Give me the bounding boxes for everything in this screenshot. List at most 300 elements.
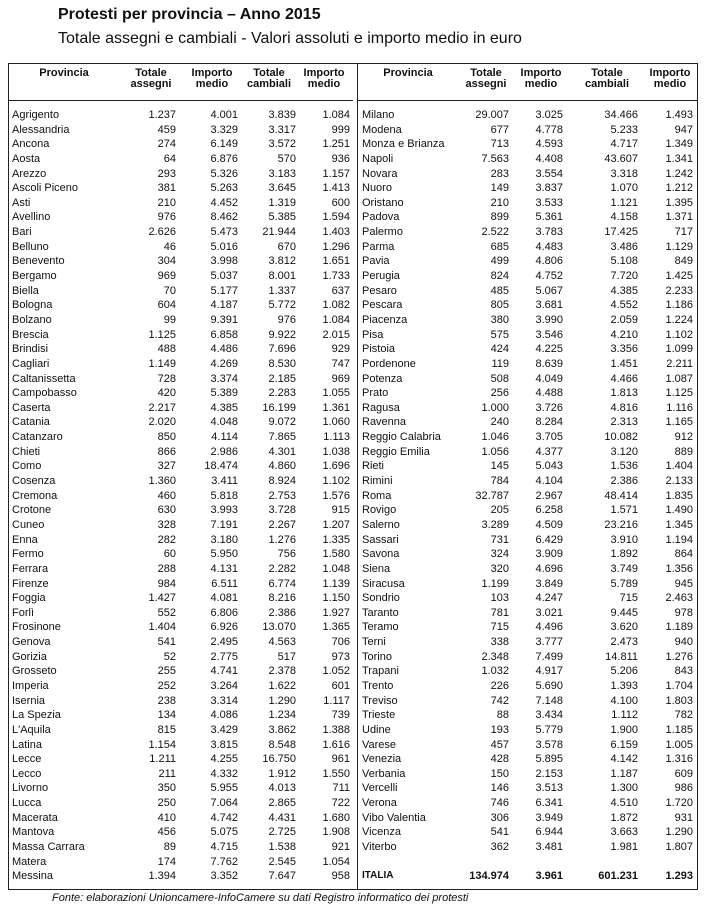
- cell-importo-medio-cambiali: 1.087: [665, 372, 693, 385]
- header-totale-assegni: Totale assegni: [465, 67, 507, 90]
- table-row: [8, 796, 353, 811]
- cell-importo-medio-assegni: 3.990: [535, 313, 563, 326]
- cell-importo-medio-assegni: 9.391: [210, 313, 238, 326]
- cell-provincia: Padova: [362, 211, 400, 224]
- table-left: [8, 63, 353, 890]
- cell-totale-cambiali: 10.082: [604, 431, 638, 444]
- cell-importo-medio-assegni: 4.509: [535, 518, 563, 531]
- cell-importo-medio-assegni: 3.705: [535, 431, 563, 444]
- cell-importo-medio-cambiali: 1.212: [665, 182, 693, 195]
- cell-importo-medio-assegni: 5.950: [210, 548, 238, 561]
- cell-provincia: Agrigento: [12, 109, 60, 121]
- cell-importo-medio-cambiali: 961: [331, 753, 350, 766]
- cell-importo-medio-assegni: 3.578: [535, 738, 563, 751]
- cell-totale-assegni: 362: [490, 841, 509, 854]
- table-row: [358, 489, 698, 504]
- cell-totale-cambiali: 570: [277, 152, 296, 165]
- cell-importo-medio-assegni: 4.255: [210, 753, 238, 766]
- cell-provincia: Pordenone: [362, 357, 416, 370]
- table-row: [358, 679, 698, 694]
- table-row: [8, 503, 353, 518]
- cell-importo-medio-cambiali: 1.345: [665, 518, 693, 531]
- cell-importo-medio-assegni: 4.806: [535, 255, 563, 268]
- cell-totale-assegni: 350: [157, 782, 176, 795]
- cell-importo-medio-cambiali: 1.425: [665, 270, 693, 283]
- cell-importo-medio-assegni: 4.742: [210, 811, 238, 824]
- cell-totale-assegni: 119: [491, 357, 509, 370]
- cell-totale-assegni: 252: [157, 679, 176, 692]
- cell-totale-cambiali: 17.425: [604, 226, 638, 239]
- cell-importo-medio-assegni: 8.284: [535, 416, 563, 429]
- cell-provincia: Ancona: [12, 138, 50, 151]
- cell-importo-medio-assegni: 3.546: [535, 328, 563, 341]
- cell-provincia: Venezia: [362, 753, 402, 766]
- table-row: [358, 723, 698, 738]
- cell-totale-assegni: 1.056: [481, 445, 509, 458]
- cell-importo-medio-cambiali: 1.356: [665, 562, 693, 575]
- cell-importo-medio-assegni: 2.967: [535, 489, 563, 502]
- cell-importo-medio-assegni: 3.374: [210, 372, 238, 385]
- cell-provincia: Perugia: [362, 270, 400, 283]
- table-row: [358, 650, 698, 665]
- cell-totale-assegni: 984: [157, 577, 176, 590]
- cell-provincia: Cosenza: [12, 475, 56, 488]
- cell-importo-medio-cambiali: 1.651: [322, 255, 350, 268]
- cell-totale-assegni: 149: [490, 182, 509, 195]
- cell-importo-medio-cambiali: 1.807: [665, 841, 693, 854]
- cell-importo-medio-assegni: 3.961: [535, 870, 563, 883]
- cell-totale-cambiali: 1.112: [611, 709, 638, 722]
- table-row: [8, 167, 353, 182]
- cell-importo-medio-assegni: 5.818: [210, 489, 238, 502]
- cell-provincia: Siracusa: [362, 577, 405, 590]
- cell-provincia: Savona: [362, 548, 400, 561]
- cell-totale-cambiali: 1.319: [268, 196, 296, 209]
- cell-provincia: Isernia: [12, 694, 46, 707]
- cell-importo-medio-assegni: 3.998: [210, 255, 238, 268]
- cell-provincia: Bolzano: [12, 313, 52, 326]
- header-totale-cambiali: Totale cambiali: [246, 67, 292, 90]
- cell-totale-assegni: 2.522: [481, 226, 509, 239]
- cell-totale-cambiali: 4.158: [610, 211, 638, 224]
- cell-totale-cambiali: 4.717: [610, 138, 638, 151]
- cell-provincia: Foggia: [12, 592, 46, 605]
- cell-totale-assegni: 32.787: [475, 489, 509, 502]
- cell-importo-medio-assegni: 6.149: [210, 138, 238, 151]
- cell-importo-medio-cambiali: 999: [331, 123, 350, 136]
- cell-provincia: Aosta: [12, 152, 41, 165]
- cell-importo-medio-cambiali: 1.165: [665, 416, 693, 429]
- cell-totale-cambiali: 1.872: [610, 811, 638, 824]
- cell-totale-assegni: 240: [490, 416, 509, 429]
- cell-totale-cambiali: 1.912: [268, 767, 296, 780]
- table-row: [8, 430, 353, 445]
- table-row: [8, 225, 353, 240]
- cell-provincia: Cagliari: [12, 357, 50, 370]
- cell-totale-cambiali: 3.862: [268, 723, 296, 736]
- cell-totale-assegni: 288: [157, 562, 176, 575]
- cell-totale-assegni: 784: [490, 475, 509, 488]
- cell-totale-assegni: 320: [490, 562, 509, 575]
- cell-provincia: Teramo: [362, 621, 399, 634]
- cell-importo-medio-assegni: 4.247: [535, 592, 563, 605]
- cell-totale-assegni: 428: [490, 753, 509, 766]
- cell-importo-medio-cambiali: 969: [331, 372, 350, 385]
- cell-totale-assegni: 274: [157, 138, 176, 151]
- cell-importo-medio-assegni: 6.876: [210, 152, 238, 165]
- cell-totale-cambiali: 4.142: [610, 753, 638, 766]
- cell-provincia: Udine: [362, 723, 391, 736]
- table-row: [358, 503, 698, 518]
- table-header-right: [358, 63, 698, 101]
- cell-totale-assegni: 541: [157, 636, 176, 649]
- cell-provincia: Bari: [12, 226, 32, 239]
- cell-importo-medio-cambiali: 1.084: [322, 313, 350, 326]
- table-row: [358, 137, 698, 152]
- cell-totale-assegni: 255: [157, 665, 176, 678]
- cell-importo-medio-assegni: 4.114: [211, 431, 238, 444]
- cell-provincia: Alessandria: [12, 123, 70, 136]
- cell-totale-cambiali: 4.510: [610, 797, 638, 810]
- cell-totale-assegni: 746: [490, 797, 509, 810]
- cell-provincia: Lucca: [12, 797, 42, 810]
- cell-provincia: Benevento: [12, 255, 65, 268]
- cell-totale-cambiali: 43.607: [604, 152, 638, 165]
- cell-provincia: Verbania: [362, 767, 406, 780]
- cell-totale-assegni: 381: [157, 182, 176, 195]
- cell-importo-medio-assegni: 6.806: [210, 606, 238, 619]
- cell-totale-assegni: 824: [490, 270, 509, 283]
- cell-totale-cambiali: 2.059: [610, 313, 638, 326]
- cell-totale-assegni: 456: [157, 826, 176, 839]
- cell-totale-assegni: 731: [490, 533, 509, 546]
- cell-provincia: Vicenza: [362, 826, 401, 839]
- cell-totale-cambiali: 3.318: [610, 167, 638, 180]
- cell-totale-assegni: 575: [490, 328, 509, 341]
- cell-importo-medio-cambiali: 1.296: [322, 240, 350, 253]
- cell-importo-medio-cambiali: 1.696: [322, 460, 350, 473]
- cell-importo-medio-assegni: 3.909: [535, 548, 563, 561]
- cell-provincia: Monza e Brianza: [362, 138, 445, 151]
- cell-importo-medio-cambiali: 1.550: [322, 767, 350, 780]
- cell-provincia: Reggio Calabria: [362, 431, 441, 444]
- cell-totale-assegni: 150: [490, 767, 509, 780]
- cell-totale-assegni: 250: [157, 797, 176, 810]
- cell-provincia: Ascoli Piceno: [12, 182, 79, 195]
- cell-totale-assegni: 742: [490, 694, 509, 707]
- cell-totale-cambiali: 3.317: [268, 123, 296, 136]
- cell-provincia: Lecce: [12, 753, 42, 766]
- cell-totale-assegni: 815: [157, 723, 176, 736]
- cell-importo-medio-assegni: 3.533: [535, 196, 563, 209]
- table-row: [8, 518, 353, 533]
- cell-provincia: Asti: [12, 196, 31, 209]
- cell-totale-assegni: 205: [490, 504, 509, 517]
- cell-importo-medio-assegni: 5.075: [210, 826, 238, 839]
- table-row: [358, 474, 698, 489]
- table-row: [8, 577, 353, 592]
- table-row: [8, 284, 353, 299]
- cell-totale-assegni: 1.394: [148, 870, 176, 883]
- cell-totale-assegni: 2.626: [148, 226, 176, 239]
- cell-totale-cambiali: 4.431: [268, 811, 296, 824]
- cell-provincia: Nuoro: [362, 182, 392, 195]
- cell-importo-medio-assegni: 5.263: [210, 182, 238, 195]
- cell-totale-assegni: 134: [157, 709, 176, 722]
- cell-totale-assegni: 1.149: [148, 357, 176, 370]
- cell-provincia: Potenza: [362, 372, 403, 385]
- cell-totale-cambiali: 8.924: [268, 475, 296, 488]
- table-row: [8, 679, 353, 694]
- cell-provincia: Belluno: [12, 240, 49, 253]
- cell-totale-cambiali: 3.486: [610, 240, 638, 253]
- cell-totale-cambiali: 670: [277, 240, 296, 253]
- cell-totale-cambiali: 1.276: [268, 533, 296, 546]
- table-row: [8, 254, 353, 269]
- cell-provincia: Taranto: [362, 606, 399, 619]
- cell-importo-medio-assegni: 5.037: [210, 270, 238, 283]
- cell-totale-cambiali: 2.473: [610, 636, 638, 649]
- cell-totale-assegni: 677: [490, 123, 509, 136]
- cell-importo-medio-assegni: 3.681: [535, 299, 563, 312]
- cell-provincia: Livorno: [12, 782, 49, 795]
- table-row: [8, 342, 353, 357]
- cell-importo-medio-cambiali: 1.594: [322, 211, 350, 224]
- cell-importo-medio-cambiali: 739: [331, 709, 350, 722]
- cell-totale-assegni: 1.211: [149, 753, 176, 766]
- cell-totale-cambiali: 1.290: [268, 694, 296, 707]
- cell-importo-medio-assegni: 4.269: [210, 357, 238, 370]
- cell-provincia: Cuneo: [12, 518, 45, 531]
- cell-provincia: Bologna: [12, 299, 53, 312]
- cell-importo-medio-assegni: 3.777: [535, 636, 563, 649]
- cell-totale-cambiali: 1.121: [610, 196, 638, 209]
- cell-importo-medio-cambiali: 849: [674, 255, 693, 268]
- cell-provincia: Ragusa: [362, 401, 400, 414]
- header-importo-medio-assegni: Importo medio: [520, 67, 562, 90]
- cell-totale-cambiali: 3.749: [610, 562, 638, 575]
- cell-importo-medio-cambiali: 1.150: [322, 592, 350, 605]
- cell-totale-assegni: 1.199: [481, 577, 509, 590]
- table-row: [8, 533, 353, 548]
- table-row: [358, 445, 698, 460]
- cell-importo-medio-assegni: 8.639: [535, 357, 563, 370]
- table-row: [358, 738, 698, 753]
- cell-totale-assegni: 488: [157, 343, 176, 356]
- cell-provincia: Latina: [12, 738, 42, 751]
- cell-importo-medio-assegni: 7.762: [210, 855, 238, 868]
- cell-importo-medio-assegni: 4.696: [535, 562, 563, 575]
- table-row: [8, 401, 353, 416]
- cell-importo-medio-cambiali: 864: [674, 548, 693, 561]
- cell-provincia: Rimini: [362, 475, 393, 488]
- cell-totale-cambiali: 601.231: [598, 870, 638, 883]
- cell-importo-medio-assegni: 4.001: [210, 109, 238, 121]
- table-row: [358, 796, 698, 811]
- cell-totale-assegni: 1.000: [481, 401, 509, 414]
- cell-importo-medio-assegni: 3.411: [211, 475, 238, 488]
- cell-totale-cambiali: 14.811: [605, 650, 638, 663]
- cell-totale-assegni: 541: [490, 826, 509, 839]
- cell-totale-assegni: 1.237: [148, 109, 176, 121]
- cell-importo-medio-assegni: 5.473: [210, 226, 238, 239]
- cell-importo-medio-cambiali: 1.084: [322, 109, 350, 121]
- cell-provincia: Oristano: [362, 196, 404, 209]
- table-row: [8, 357, 353, 372]
- cell-provincia: Gorizia: [12, 650, 47, 663]
- cell-importo-medio-assegni: 5.016: [210, 240, 238, 253]
- cell-importo-medio-cambiali: 2.211: [666, 357, 693, 370]
- table-row: [8, 664, 353, 679]
- cell-totale-assegni: 283: [490, 167, 509, 180]
- cell-provincia: Napoli: [362, 152, 394, 165]
- cell-provincia: Verona: [362, 797, 397, 810]
- cell-totale-assegni: 256: [490, 387, 509, 400]
- cell-totale-assegni: 459: [157, 123, 176, 136]
- cell-totale-cambiali: 1.571: [610, 504, 638, 517]
- cell-provincia: Vercelli: [362, 782, 398, 795]
- table-row: [358, 167, 698, 182]
- cell-totale-assegni: 1.154: [148, 738, 176, 751]
- table-row: [358, 694, 698, 709]
- table-row: [8, 811, 353, 826]
- cell-importo-medio-cambiali: 978: [674, 606, 693, 619]
- cell-importo-medio-assegni: 6.858: [210, 328, 238, 341]
- cell-importo-medio-cambiali: 1.189: [665, 621, 693, 634]
- table-row: [358, 254, 698, 269]
- cell-provincia: Trieste: [362, 709, 396, 722]
- cell-importo-medio-cambiali: 1.576: [322, 489, 350, 502]
- cell-totale-assegni: 60: [163, 548, 176, 561]
- cell-provincia: Rieti: [362, 460, 385, 473]
- cell-importo-medio-cambiali: 1.054: [322, 855, 350, 868]
- cell-provincia: Forlì: [12, 606, 34, 619]
- cell-importo-medio-assegni: 4.377: [535, 445, 563, 458]
- cell-importo-medio-cambiali: 929: [331, 343, 350, 356]
- cell-importo-medio-cambiali: 609: [674, 767, 693, 780]
- cell-totale-cambiali: 3.356: [610, 343, 638, 356]
- cell-importo-medio-cambiali: 1.293: [665, 870, 693, 883]
- cell-totale-assegni: 604: [157, 299, 176, 312]
- cell-provincia: Salerno: [362, 518, 400, 531]
- table-row: [8, 123, 353, 138]
- cell-totale-assegni: 508: [490, 372, 509, 385]
- cell-totale-cambiali: 3.183: [268, 167, 296, 180]
- table-row: [358, 459, 698, 474]
- cell-importo-medio-cambiali: 1.927: [322, 606, 350, 619]
- cell-totale-cambiali: 3.645: [268, 182, 296, 195]
- cell-importo-medio-assegni: 4.225: [535, 343, 563, 356]
- cell-totale-cambiali: 7.720: [610, 270, 638, 283]
- cell-provincia: Crotone: [12, 504, 52, 517]
- table-row: [8, 181, 353, 196]
- table-row: [358, 298, 698, 313]
- table-row: [358, 108, 698, 123]
- cell-provincia: Modena: [362, 123, 402, 136]
- table-row: [8, 606, 353, 621]
- cell-provincia: Arezzo: [12, 167, 47, 180]
- cell-importo-medio-cambiali: 1.349: [665, 138, 693, 151]
- table-body-right: [358, 108, 698, 884]
- cell-importo-medio-assegni: 7.191: [210, 518, 238, 531]
- cell-importo-medio-assegni: 5.895: [535, 753, 563, 766]
- cell-totale-cambiali: 5.385: [268, 211, 296, 224]
- table-row: [8, 738, 353, 753]
- cell-provincia: Campobasso: [12, 387, 77, 400]
- header-importo-medio-cambiali: Importo medio: [303, 67, 345, 90]
- cell-importo-medio-cambiali: 940: [674, 636, 693, 649]
- cell-totale-assegni: 3.289: [481, 518, 509, 531]
- cell-provincia: Imperia: [12, 679, 49, 692]
- cell-totale-cambiali: 4.816: [610, 401, 638, 414]
- table-row: [358, 240, 698, 255]
- table-row: [358, 225, 698, 240]
- table-row: [358, 196, 698, 211]
- cell-provincia: Massa Carrara: [12, 841, 85, 854]
- cell-totale-assegni: 850: [157, 431, 176, 444]
- cell-provincia: Piacenza: [362, 313, 408, 326]
- cell-totale-cambiali: 7.647: [268, 870, 296, 883]
- cell-totale-assegni: 728: [157, 372, 176, 385]
- cell-importo-medio-cambiali: 1.242: [665, 167, 693, 180]
- cell-importo-medio-assegni: 18.474: [204, 460, 238, 473]
- cell-importo-medio-cambiali: 1.835: [665, 489, 693, 502]
- cell-totale-assegni: 306: [490, 811, 509, 824]
- cell-importo-medio-cambiali: 1.388: [322, 723, 350, 736]
- cell-provincia: Como: [12, 460, 42, 473]
- table-row: [8, 635, 353, 650]
- cell-importo-medio-cambiali: 601: [331, 679, 350, 692]
- table-row: [358, 708, 698, 723]
- cell-importo-medio-cambiali: 931: [674, 811, 693, 824]
- table-row: [358, 123, 698, 138]
- table-row: [358, 825, 698, 840]
- cell-importo-medio-assegni: 4.593: [535, 138, 563, 151]
- cell-importo-medio-assegni: 6.511: [211, 577, 238, 590]
- cell-importo-medio-cambiali: 1.224: [665, 313, 693, 326]
- page-subtitle: Totale assegni e cambiali - Valori assoluti e importo medio in euro: [58, 30, 522, 47]
- cell-importo-medio-cambiali: 1.251: [322, 138, 350, 151]
- cell-totale-assegni: 146: [490, 782, 509, 795]
- cell-provincia: Chieti: [12, 445, 41, 458]
- cell-provincia: Bergamo: [12, 270, 57, 283]
- cell-totale-assegni: 99: [163, 313, 176, 326]
- cell-importo-medio-cambiali: 1.316: [665, 753, 693, 766]
- cell-totale-assegni: 630: [157, 504, 176, 517]
- cell-totale-cambiali: 3.728: [268, 504, 296, 517]
- cell-importo-medio-assegni: 2.986: [210, 445, 238, 458]
- cell-importo-medio-assegni: 2.495: [210, 636, 238, 649]
- cell-totale-cambiali: 1.900: [610, 723, 638, 736]
- cell-importo-medio-cambiali: 1.335: [322, 533, 350, 546]
- cell-importo-medio-cambiali: 1.055: [322, 387, 350, 400]
- cell-importo-medio-assegni: 3.352: [210, 870, 238, 883]
- cell-importo-medio-assegni: 5.690: [535, 679, 563, 692]
- cell-totale-cambiali: 3.839: [268, 109, 296, 121]
- cell-importo-medio-assegni: 4.048: [210, 416, 238, 429]
- cell-importo-medio-cambiali: 1.493: [665, 109, 693, 121]
- cell-importo-medio-cambiali: 1.116: [666, 401, 693, 414]
- header-totale-assegni: Totale assegni: [130, 67, 172, 90]
- cell-totale-cambiali: 3.663: [610, 826, 638, 839]
- table-row: [8, 869, 353, 884]
- cell-provincia: Messina: [12, 870, 53, 883]
- cell-totale-cambiali: 4.860: [268, 460, 296, 473]
- cell-totale-cambiali: 2.267: [268, 518, 296, 531]
- cell-provincia: Treviso: [362, 694, 398, 707]
- table-row: [358, 781, 698, 796]
- cell-provincia: Torino: [362, 650, 392, 663]
